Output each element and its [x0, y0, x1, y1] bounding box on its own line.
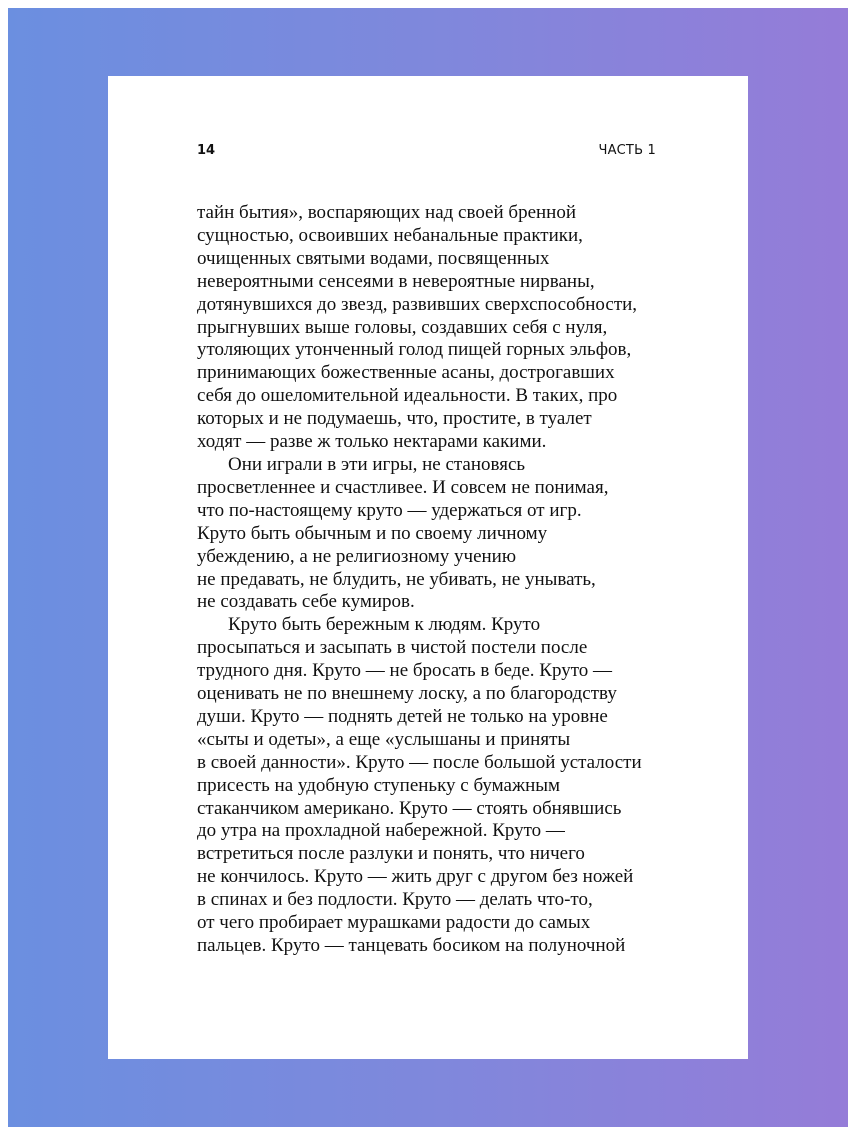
text-line: до утра на прохладной набережной. Круто — [197, 820, 565, 842]
text-line: души. Круто — поднять детей не только на уровне [197, 705, 608, 727]
text-line: просыпаться и засыпать в чистой постели после [197, 637, 588, 659]
text-line: что по-настоящему круто — удержаться от игр. [197, 499, 582, 521]
text-line: тайн бытия», воспаряющих над своей бренной [197, 202, 577, 223]
text-line: просветленнее и счастливее. И совсем не понимая, [197, 476, 609, 498]
gradient-frame [8, 8, 848, 1127]
text-line: в своей данности». Круто — после большой усталости [197, 751, 642, 773]
paragraph-first-line: Круто быть бережным к людям. Круто [228, 614, 541, 636]
text-line: в спинах и без подлости. Круто — делать что-то, [197, 889, 593, 911]
text-line: не создавать себе кумиров. [197, 591, 415, 613]
text-line: пальцев. Круто — танцевать босиком на полуночной [197, 935, 626, 956]
text-line: которых и не подумаешь, что, простите, в туалет [197, 408, 592, 430]
text-line: встретиться после разлуки и понять, что ничего [197, 843, 585, 865]
page-number: 14 [197, 143, 216, 158]
text-line: дотянувшихся до звезд, развивших сверхспособности, [197, 293, 638, 315]
text-line: трудного дня. Круто — не бросать в беде. Круто — [197, 660, 613, 682]
text-line: не предавать, не блудить, не убивать, не унывать, [197, 568, 596, 590]
text-line: себя до ошеломительной идеальности. В таких, про [197, 385, 618, 407]
text-line: стаканчиком американо. Круто — стоять обнявшись [197, 797, 622, 819]
text-line: ходят — разве ж только нектарами какими. [197, 431, 547, 453]
text-line: принимающих божественные асаны, дострогавших [197, 362, 615, 384]
text-line: очищенных святыми водами, посвященных [197, 247, 550, 269]
text-line: «сыты и одеты», а еще «услышаны и приняты [197, 728, 571, 750]
paragraph-first-line: Они играли в эти игры, не становясь [228, 453, 526, 475]
text-line: Круто быть обычным и по своему личному [197, 522, 548, 544]
text-line: присесть на удобную ступеньку с бумажным [197, 774, 561, 796]
text-line: утоляющих утонченный голод пищей горных эльфов, [197, 339, 632, 361]
text-line: сущностью, освоивших небанальные практики, [197, 224, 583, 246]
running-head: ЧАСТЬ 1 [598, 143, 656, 158]
text-line: от чего пробирает мурашками радости до самых [197, 912, 591, 934]
book-page [108, 76, 748, 1059]
text-line: оценивать не по внешнему лоску, а по благородству [197, 683, 617, 705]
text-line: не кончилось. Круто — жить друг с другом без ножей [197, 866, 634, 888]
text-line: прыгнувших выше головы, создавших себя с нуля, [197, 316, 608, 338]
body-text [197, 202, 667, 958]
text-line: невероятными сенсеями в невероятные нирваны, [197, 270, 595, 292]
text-line: убеждению, а не религиозному учению [197, 545, 517, 567]
